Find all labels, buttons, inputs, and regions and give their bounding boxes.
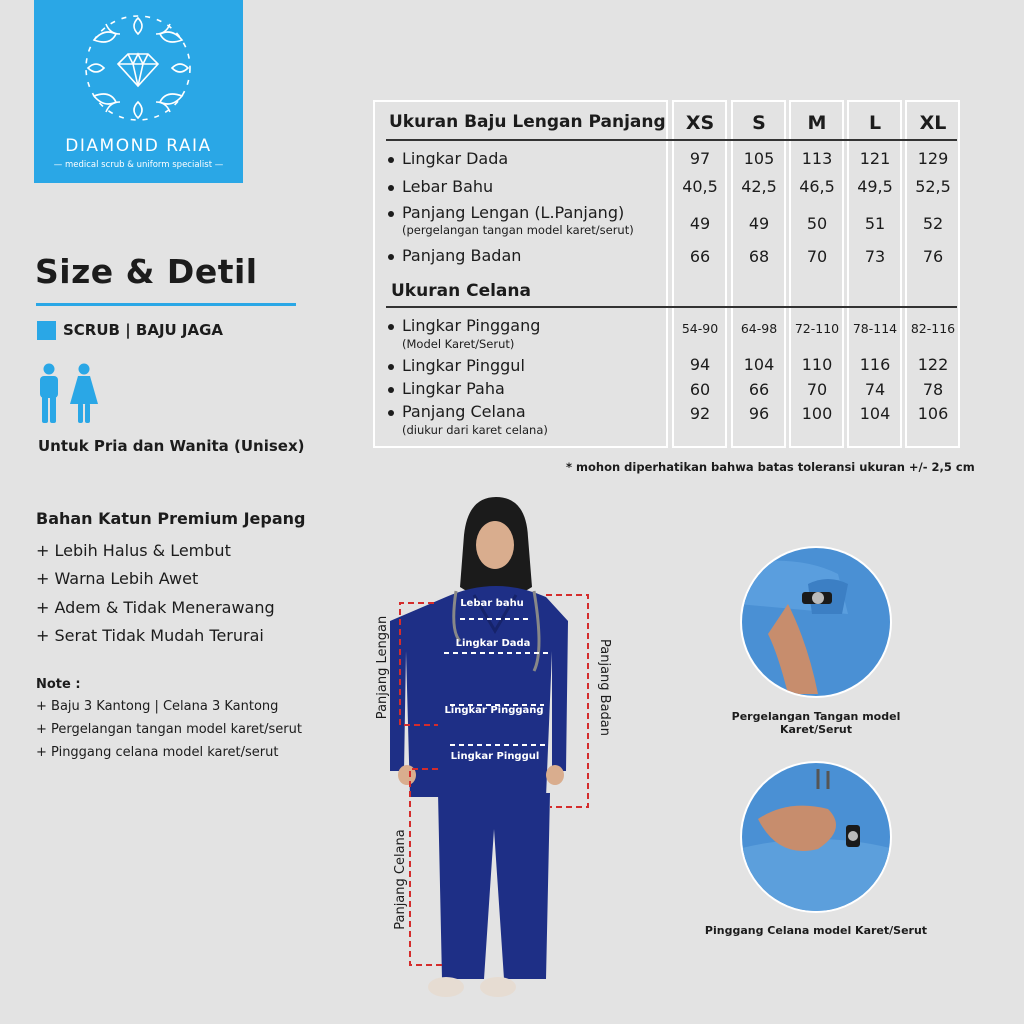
note-item: + Pergelangan tangan model karet/serut: [36, 722, 302, 737]
wrist-detail-image: [738, 544, 894, 700]
title-divider: [36, 303, 296, 306]
table-cell: 82-116: [910, 321, 956, 336]
bullet-icon: [388, 324, 394, 330]
vertical-label-panjang-badan: Panjang Badan: [597, 638, 613, 737]
diamond-logo-icon: [34, 0, 243, 140]
shoe-shape: [428, 977, 464, 997]
brand-tagline: — medical scrub & uniform specialist —: [53, 160, 224, 170]
bullet-icon: [388, 185, 394, 191]
wrist-detail-caption: Pergelangan Tangan model Karet/Serut: [731, 710, 901, 736]
size-header: S: [752, 112, 766, 134]
row-label: Lingkar Pinggang: [402, 316, 541, 335]
table-cell: 94: [689, 355, 711, 374]
row-sublabel: (pergelangan tangan model karet/serut): [402, 223, 634, 237]
note-title: Note :: [36, 677, 81, 692]
measure-label-lingkar-pinggul: Lingkar Pinggul: [450, 751, 540, 762]
table-cell: 72-110: [794, 321, 840, 336]
measure-label-lingkar-dada: Lingkar Dada: [455, 638, 531, 649]
table-cell: 68: [748, 247, 770, 266]
row-label: Lingkar Paha: [402, 379, 505, 398]
table-cell: 66: [689, 247, 711, 266]
fabric-title: Bahan Katun Premium Jepang: [36, 509, 306, 528]
brand-name: DIAMOND RAIA: [65, 136, 212, 156]
table-cell: 70: [806, 247, 828, 266]
fabric-feature: + Lebih Halus & Lembut: [36, 541, 231, 560]
fabric-feature: + Adem & Tidak Menerawang: [36, 598, 275, 617]
table-cell: 121: [859, 149, 891, 168]
table-divider: [386, 306, 957, 308]
male-icon: [40, 364, 58, 424]
table-cell: 76: [922, 247, 944, 266]
table-cell: 100: [801, 404, 833, 423]
shoe-shape: [480, 977, 516, 997]
table-cell: 113: [801, 149, 833, 168]
unisex-label: Untuk Pria dan Wanita (Unisex): [38, 437, 305, 455]
bullet-icon: [388, 157, 394, 163]
note-item: + Baju 3 Kantong | Celana 3 Kantong: [36, 699, 279, 714]
measure-label-lingkar-pinggang: Lingkar Pinggang: [444, 705, 544, 716]
row-label: Lingkar Pinggul: [402, 356, 525, 375]
table-cell: 73: [864, 247, 886, 266]
table-cell: 49,5: [857, 177, 893, 196]
table-cell: 52,5: [915, 177, 951, 196]
table-cell: 49: [748, 214, 770, 233]
table-cell: 122: [917, 355, 949, 374]
waist-detail-caption: Pinggang Celana model Karet/Serut: [704, 924, 928, 937]
row-sublabel: (Model Karet/Serut): [402, 337, 515, 351]
bullet-icon: [388, 387, 394, 393]
page-title: Size & Detil: [35, 252, 258, 291]
vertical-label-panjang-lengan: Panjang Lengan: [375, 615, 391, 720]
table-cell: 78: [922, 380, 944, 399]
size-header: L: [868, 112, 882, 134]
table-cell: 104: [859, 404, 891, 423]
size-header: XL: [919, 112, 947, 134]
category-label: SCRUB | BAJU JAGA: [63, 321, 224, 339]
table-cell: 40,5: [682, 177, 718, 196]
table-divider: [386, 139, 957, 141]
table-cell: 42,5: [741, 177, 777, 196]
fabric-feature: + Warna Lebih Awet: [36, 569, 199, 588]
row-sublabel: (diukur dari karet celana): [402, 423, 548, 437]
table-cell: 110: [801, 355, 833, 374]
brand-logo: [34, 0, 243, 183]
table-cell: 52: [922, 214, 944, 233]
table-cell: 51: [864, 214, 886, 233]
table-cell: 106: [917, 404, 949, 423]
vertical-label-panjang-celana: Panjang Celana: [392, 829, 408, 930]
table-cell: 70: [806, 380, 828, 399]
bullet-icon: [388, 364, 394, 370]
table-cell: 96: [748, 404, 770, 423]
note-item: + Pinggang celana model karet/serut: [36, 745, 279, 760]
row-label: Panjang Lengan (L.Panjang): [402, 203, 625, 222]
table-cell: 92: [689, 404, 711, 423]
table-cell: 105: [743, 149, 775, 168]
table-cell: 129: [917, 149, 949, 168]
table-cell: 78-114: [852, 321, 898, 336]
table-cell: 54-90: [681, 321, 719, 336]
bullet-icon: [388, 410, 394, 416]
row-label: Panjang Celana: [402, 402, 526, 421]
waist-detail-image: [738, 759, 894, 915]
row-label: Lingkar Dada: [402, 149, 509, 168]
fabric-feature: + Serat Tidak Mudah Terurai: [36, 626, 264, 645]
table-cell: 104: [743, 355, 775, 374]
scrub-top-shape: [390, 586, 568, 797]
table-cell: 50: [806, 214, 828, 233]
table-cell: 64-98: [740, 321, 778, 336]
size-header: XS: [685, 112, 715, 134]
table-cell: 46,5: [799, 177, 835, 196]
shirt-table-title: Ukuran Baju Lengan Panjang: [389, 112, 666, 132]
tolerance-note: * mohon diperhatikan bahwa batas toleransi ukuran +/- 2,5 cm: [566, 460, 975, 474]
table-cell: 49: [689, 214, 711, 233]
row-label: Panjang Badan: [402, 246, 522, 265]
bullet-icon: [388, 254, 394, 260]
table-cell: 60: [689, 380, 711, 399]
table-cell: 116: [859, 355, 891, 374]
bullet-icon: [388, 211, 394, 217]
table-cell: 97: [689, 149, 711, 168]
table-cell: 66: [748, 380, 770, 399]
row-label: Lebar Bahu: [402, 177, 494, 196]
category-square-icon: [37, 321, 56, 340]
face-shape: [476, 521, 514, 569]
unisex-icons: [36, 363, 100, 425]
female-icon: [70, 364, 98, 424]
pants-table-title: Ukuran Celana: [391, 281, 531, 301]
measure-label-lebar-bahu: Lebar bahu: [460, 598, 524, 609]
size-header: M: [807, 112, 827, 134]
table-cell: 74: [864, 380, 886, 399]
scrub-pants-shape: [438, 793, 550, 979]
